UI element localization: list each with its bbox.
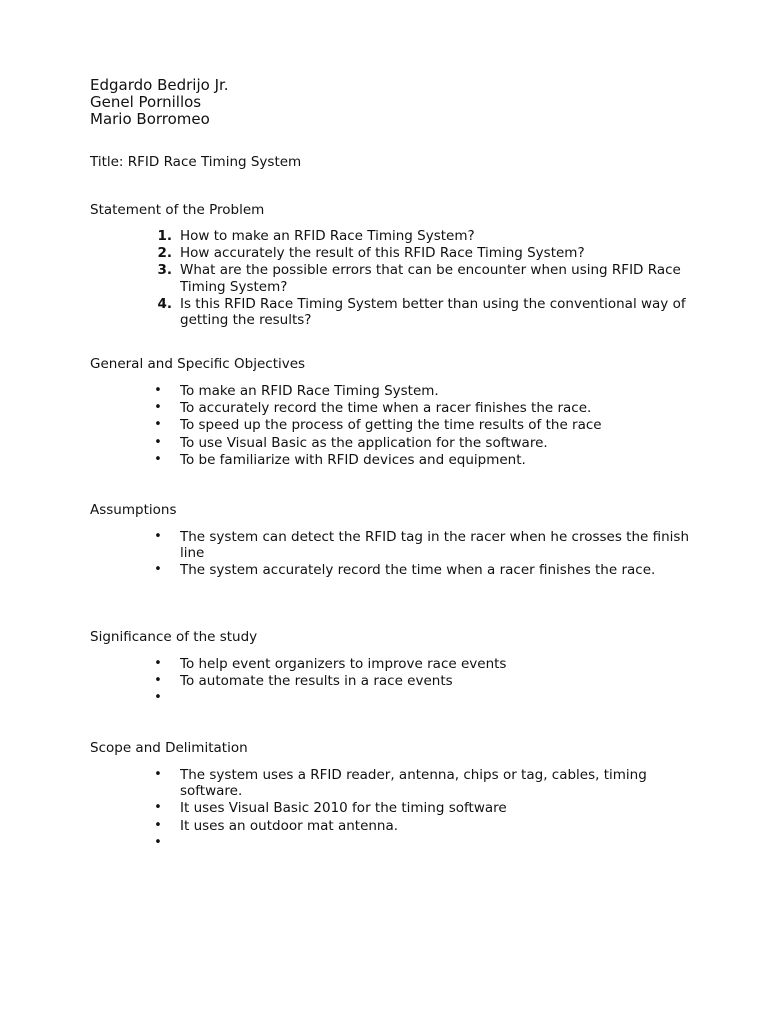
list-item: [150, 818, 690, 834]
list-item: [150, 800, 690, 816]
list-item-text: To automate the results in a race events: [180, 673, 453, 690]
bullet-icon: •: [154, 562, 162, 578]
bullet-icon: •: [154, 834, 162, 850]
bullet-icon: •: [154, 767, 162, 782]
list-item: [150, 228, 690, 244]
bullet-icon: •: [154, 529, 162, 544]
list-item: [150, 690, 690, 706]
objectives-list: [150, 383, 690, 469]
bullet-icon: •: [154, 383, 162, 398]
list-item-text: The system accurately record the time when a racer finishes the race.: [180, 562, 656, 579]
author-list: [90, 77, 229, 128]
section-heading-scope: Scope and Delimitation: [90, 740, 248, 756]
list-item: [150, 562, 690, 578]
list-item: [150, 383, 690, 399]
author-name: Edgardo Bedrijo Jr.: [90, 76, 229, 94]
problem-list: [150, 228, 690, 329]
list-item-text: It uses Visual Basic 2010 for the timing software: [180, 800, 507, 817]
list-item-text: It uses an outdoor mat antenna.: [180, 817, 399, 834]
section-heading-significance: Significance of the study: [90, 629, 258, 645]
list-item-text: [180, 835, 690, 851]
list-item-text: [180, 690, 690, 706]
bullet-icon: •: [154, 434, 162, 450]
bullet-icon: •: [154, 451, 162, 467]
list-item: [150, 262, 690, 294]
list-number: 1.: [157, 228, 172, 244]
list-number: 2.: [157, 245, 172, 262]
bullet-icon: •: [154, 673, 162, 689]
list-item-text: The system can detect the RFID tag in the racer when he crosses the finish line: [180, 529, 690, 562]
list-item: [150, 656, 690, 672]
list-item-text: The system uses a RFID reader, antenna, chips or tag, cables, timing software.: [180, 767, 647, 800]
section-heading-assumptions: Assumptions: [90, 502, 177, 518]
assumptions-list: [150, 529, 690, 580]
list-item-text: How to make an RFID Race Timing System?: [180, 228, 475, 244]
list-item-text: To help event organizers to improve race events: [180, 656, 507, 672]
list-item: [150, 673, 690, 689]
list-item-text: To accurately record the time when a racer finishes the race.: [180, 400, 592, 417]
list-item-text: Is this RFID Race Timing System better than using the conventional way of getting the results?: [180, 295, 686, 329]
list-item-text: To speed up the process of getting the time results of the race: [180, 417, 602, 434]
list-item: [150, 435, 690, 451]
author-name: Mario Borromeo: [90, 110, 210, 128]
list-item: [150, 245, 690, 261]
bullet-icon: •: [154, 400, 162, 416]
list-item-text: To use Visual Basic as the application for the software.: [180, 434, 548, 451]
scope-list: [150, 767, 690, 852]
significance-list: [150, 656, 690, 708]
list-item-text: What are the possible errors that can be encounter when using RFID Race Timing System?: [180, 262, 681, 295]
section-heading-problem: Statement of the Problem: [90, 202, 265, 218]
author-name: Genel Pornillos: [90, 93, 202, 111]
section-heading-objectives: General and Specific Objectives: [90, 356, 306, 372]
list-item: [150, 452, 690, 468]
list-item: [150, 835, 690, 851]
bullet-icon: •: [154, 656, 162, 671]
bullet-icon: •: [154, 800, 162, 816]
list-item: [150, 296, 690, 328]
list-item-text: To be familiarize with RFID devices and equipment.: [180, 451, 526, 468]
bullet-icon: •: [154, 817, 162, 833]
list-item: [150, 767, 690, 799]
list-item: [150, 529, 690, 561]
list-number: 3.: [157, 262, 172, 279]
list-item: [150, 417, 690, 433]
document-title: Title: RFID Race Timing System: [90, 154, 302, 170]
list-item-text: How accurately the result of this RFID Race Timing System?: [180, 245, 585, 262]
bullet-icon: •: [154, 690, 162, 706]
list-item-text: To make an RFID Race Timing System.: [180, 383, 439, 399]
list-number: 4.: [157, 295, 172, 312]
list-item: [150, 400, 690, 416]
bullet-icon: •: [154, 417, 162, 433]
